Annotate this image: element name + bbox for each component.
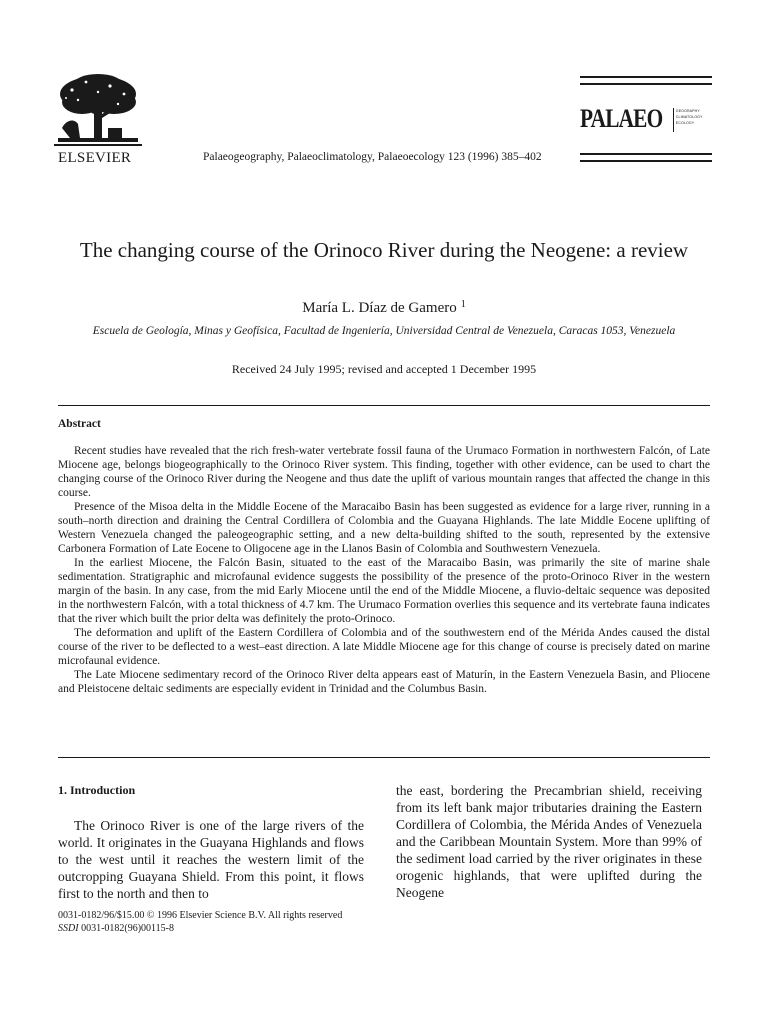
copyright-line: 0031-0182/96/$15.00 © 1996 Elsevier Science B.V. All rights reserved (58, 910, 343, 921)
body-paragraph: the east, bordering the Precambrian shield, receiving from its left bank major tributaries draining the Eastern Cordillera of Colombia, the Mérida Andes of Venezuela and the Caribbean Mountain System. More than 99% of the sediment load carried by the river originates in these orogenic highlands, that were uplifted during the Neogene (396, 783, 702, 900)
abstract-paragraph: Presence of the Misoa delta in the Middle Eocene of the Maracaibo Basin has been suggested as evidence for a large river, running in a south–north direction and draining the Central Cordillera of Colombia and the Guayana Highlands. The late Middle Eocene uplifting of Western Venezuela changed the paleogeographic setting, and a new delta-building shifted to the south, represented by the extensive Carbonera Formation of Late Eocene to Oligocene age in the Llanos Basin of Colombia and Southwestern Venezuela. (58, 501, 710, 555)
header-rule (580, 153, 712, 155)
received-dates: Received 24 July 1995; revised and accepted 1 December 1995 (231, 362, 537, 376)
journal-wordmark-box: GEOGRAPHY CLIMATOLOGY ECOLOGY (673, 108, 710, 132)
ssdi-line (58, 922, 342, 935)
journal-header (0, 0, 768, 175)
page-footer (58, 909, 342, 935)
abstract-paragraph: Recent studies have revealed that the rich fresh-water vertebrate fossil fauna of the Urumaco Formation in northwestern Falcón, of Late Miocene age, belongs biogeographically to the Orinoco River system. This finding, together with other evidence, can be used to chart the changing course of the Orinoco River during the Neogene and thus date the uplift of various mountain ranges that affected the change in this course. (58, 445, 710, 499)
ssdi-label: SSDI (58, 923, 79, 934)
author-affiliation: Escuela de Geología, Minas y Geofísica, Facultad de Ingeniería, Universidad Central de Venezuela, Caracas 1053, Venezuela (92, 325, 676, 337)
header-rule (580, 76, 712, 78)
journal-wordmark-text: PALAEO (580, 104, 663, 133)
body-column-right (396, 782, 702, 901)
abstract-paragraph: In the earliest Miocene, the Falcón Basin, situated to the east of the Maracaibo Basin, was primarily the site of marine shale sedimentation. Stratigraphic and microfaunal evidence suggests the possibility of the presence of the proto-Orinoco River in the western margin of the basin. In any case, from the mid Early Miocene until the end of the Middle Miocene, a fluvio-deltaic sequence was deposited in the northwestern Falcón, with a total thickness of 4.7 km. The Urumaco Formation overlies this sequence and its vertebrate fauna indicates that the river which built the prior delta was definitely the proto-Orinoco. (58, 557, 710, 625)
article-author: María L. Díaz de Gamero $^1$ (302, 299, 466, 316)
author-footnote-marker: 1 (460, 299, 466, 310)
elsevier-tree-logo-icon (52, 72, 144, 154)
body-column-left (58, 782, 364, 902)
journal-wordmark (580, 104, 712, 134)
section-heading-introduction: 1. Introduction (58, 783, 136, 797)
ssdi-code: 0031-0182(96)00115-8 (81, 923, 175, 934)
body-paragraph: The Orinoco River is one of the large rivers of the world. It originates in the Guayana Highlands and flows to the west until it reaches the western limit of the outcropping Guayana Shield. From this point, it flows first to the north and then to (58, 818, 364, 901)
journal-reference: Palaeogeography, Palaeoclimatology, Palaeoecology 123 (1996) 385–402 (203, 151, 542, 163)
abstract-heading: Abstract (58, 418, 101, 430)
publisher-name: ELSEVIER (58, 150, 132, 166)
header-rule (580, 160, 712, 162)
abstract-paragraph: The deformation and uplift of the Eastern Cordillera of Colombia and of the southwestern end of the Mérida Andes caused the distal course of the river to be deflected to a west–east direction. A late Middle Miocene age for this change of course is precisely dated on marine microfaunal evidence. (58, 627, 710, 667)
abstract-body (58, 444, 710, 696)
divider (58, 757, 710, 758)
article-title: The changing course of the Orinoco River during the Neogene: a review (79, 238, 689, 262)
abstract-paragraph: The Late Miocene sedimentary record of the Orinoco River delta appears east of Maturín, in the Eastern Venezuela Basin, and Pliocene and Pleistocene deltaic sediments are especially evident in Trinidad and the Columbus Basin. (58, 669, 710, 695)
header-rule (580, 83, 712, 85)
divider (58, 405, 710, 406)
